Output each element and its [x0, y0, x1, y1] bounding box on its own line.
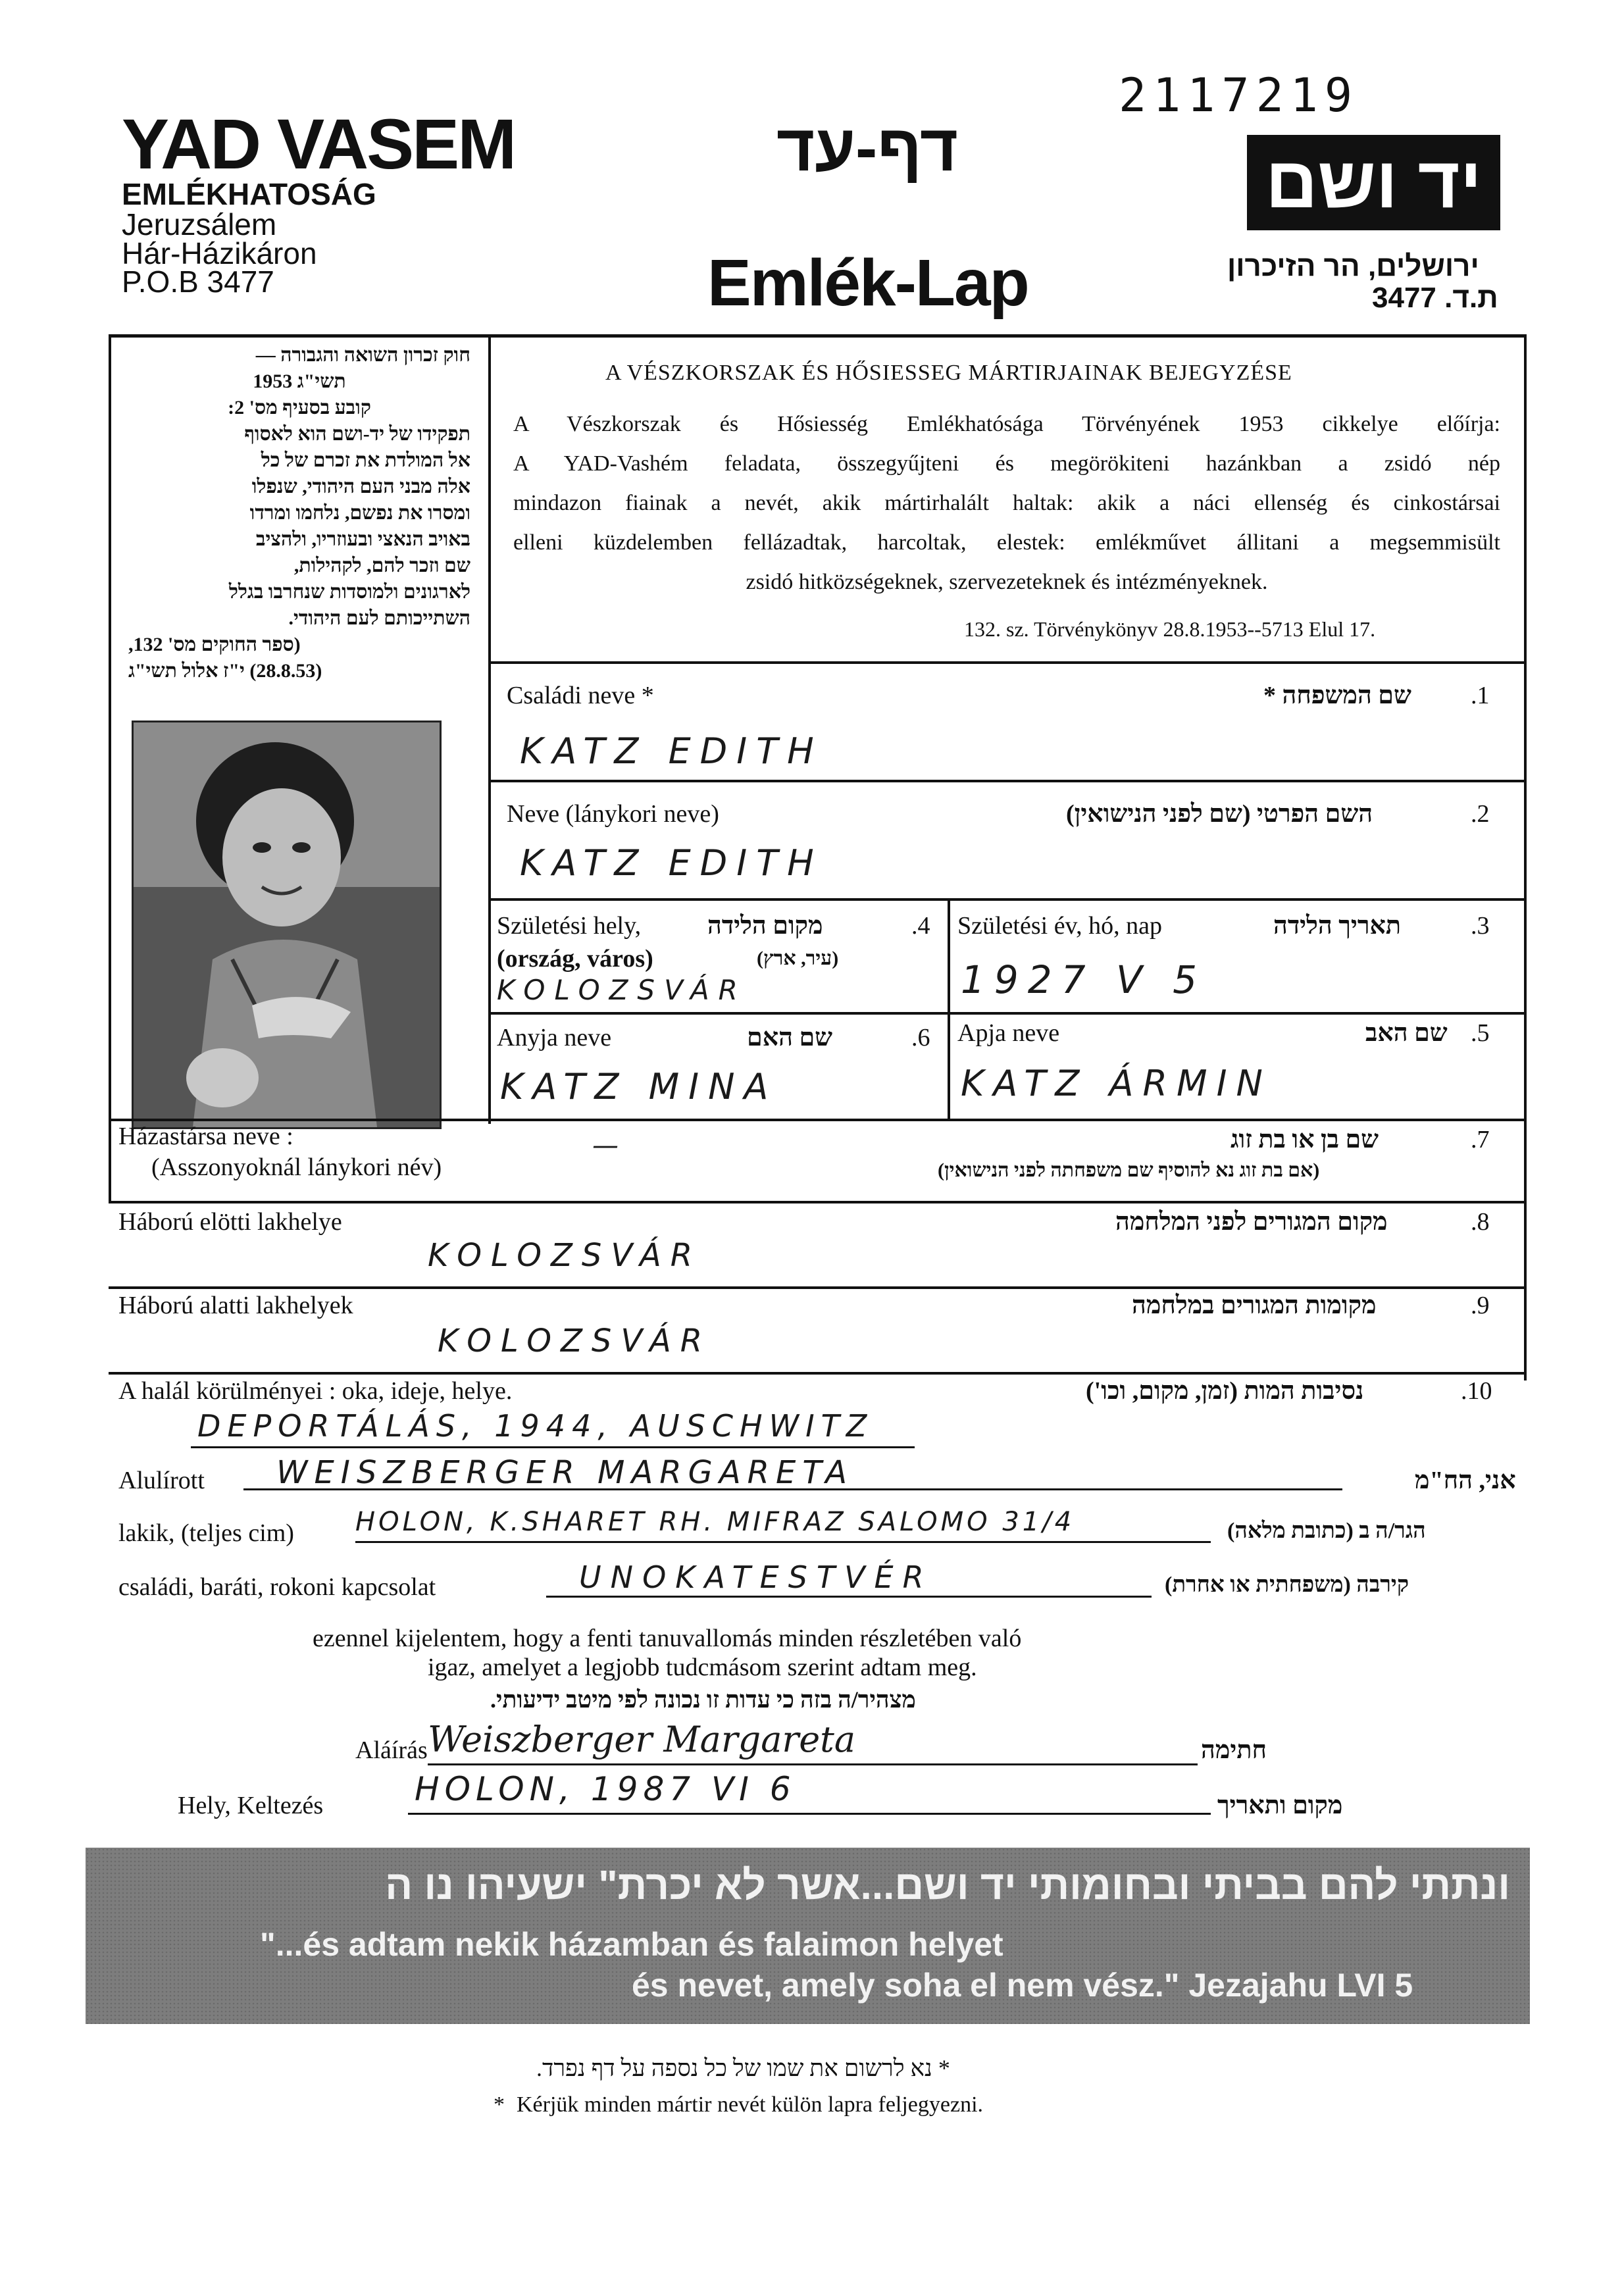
mother-heb: שם האם — [747, 1024, 833, 1051]
hebrew-city: ירושלים, הר הזיכרון — [1227, 250, 1479, 282]
org-name: YAD VASEM — [122, 104, 515, 184]
law-line: קובע בסעיף מס' 2: — [228, 397, 371, 418]
father-label: Apja neve — [957, 1019, 1060, 1047]
intro-heading: A VÉSZKORSZAK ÉS HŐSIESSEG MÁRTIRJAINAK BEJEGYZÉSE — [605, 361, 1292, 385]
frame-left — [109, 334, 111, 1202]
family-name-heb: שם המשפחה * — [1263, 682, 1411, 709]
law-line: לארגונים ולמוסדות שנחרבו בגלל — [228, 581, 470, 603]
signature-value[interactable]: Weiszberger Margareta — [428, 1719, 856, 1760]
org-pob: P.O.B 3477 — [122, 265, 274, 299]
birth-place-label2: (ország, város) — [497, 945, 653, 973]
banner-line-2: és nevet, amely soha el nem vész." Jezajahu LVI 5 — [632, 1967, 1413, 2004]
birth-place-heb: מקום הלידה — [707, 912, 823, 940]
mother-value[interactable]: KATZ MINA — [500, 1066, 778, 1107]
place-date-label: Hely, Keltezés — [178, 1792, 324, 1819]
prewar-res-num: .8 — [1471, 1208, 1490, 1236]
statement-line-2: igaz, amelyet a legjobb tudcmásom szerint adtam meg. — [428, 1654, 977, 1681]
law-line: באויב הנאצי ובעוזריו, ולהציב — [255, 528, 470, 550]
declarant-addr-heb: הגר/ה ב (כתובת מלאה) — [1227, 1519, 1426, 1543]
law-divider — [488, 334, 491, 1124]
prewar-res-value[interactable]: KOLOZSVÁR — [428, 1237, 702, 1274]
law-line: (28.8.53) י"ז אלול תשי"ג — [128, 660, 322, 682]
prewar-res-label: Háború elötti lakhelye — [118, 1208, 342, 1236]
spouse-label2: (Asszonyoknál lánykori név) — [151, 1153, 442, 1181]
sep-4 — [488, 1012, 1527, 1015]
intro-line: zsidó hitközségeknek, szervezeteknek és intézményeknek. — [746, 570, 1268, 594]
footer-hebrew-note: * נא לרשום את שמו של כל נספה על דף נפרד. — [536, 2055, 950, 2081]
law-line: שם וזכר להם, לקהילות, — [293, 555, 470, 576]
place-date-line — [408, 1813, 1211, 1815]
signature-heb: חתימה — [1201, 1736, 1267, 1764]
declarant-name-line — [243, 1488, 1342, 1490]
org-sub: EMLÉKHATOSÁG — [122, 177, 376, 211]
family-name-value[interactable]: KATZ EDITH — [520, 730, 823, 772]
declarant-name-label: Alulírott — [118, 1467, 205, 1494]
frame-right — [1524, 334, 1527, 1380]
death-num: .10 — [1461, 1377, 1492, 1405]
birth-place-value[interactable]: KOLOZSVÁR — [497, 974, 747, 1006]
family-name-num: .1 — [1471, 682, 1490, 709]
yad-vashem-logo — [1247, 135, 1500, 230]
law-box — [128, 342, 470, 684]
spouse-num: .7 — [1471, 1126, 1490, 1153]
place-date-value[interactable]: HOLON, 1987 VI 6 — [415, 1770, 796, 1808]
birth-date-value[interactable]: 1927 V 5 — [961, 957, 1207, 1002]
death-heb: נסיבות המות (זמן, מקום, וכו') — [1086, 1377, 1364, 1405]
prewar-res-heb: מקום המגורים לפני המלחמה — [1115, 1208, 1388, 1236]
intro-line: A YAD-Vashém feladata, összegyűjteni és megörökiteni hazánkban a zsidó nép — [513, 451, 1500, 476]
declarant-name-value[interactable]: WEISZBERGER MARGARETA — [276, 1454, 854, 1491]
law-line: השתייכותם לעם היהודי. — [288, 607, 470, 629]
document-title: Emlék-Lap — [707, 246, 1028, 320]
footer-note-text: Kérjük minden mártir nevét külön lapra feljegyezni. — [517, 2092, 984, 2117]
declarant-rel-heb: קירבה (משפחתית או אחרת) — [1165, 1573, 1409, 1597]
signature-line — [428, 1763, 1198, 1765]
sep-7 — [109, 1286, 1527, 1289]
banner-hebrew-verse: ונתתי להם בביתי ובחומותי יד ושם...אשר לא יכרת" ישעיהו נו ה — [385, 1863, 1510, 1908]
war-res-label: Háború alatti lakhelyek — [118, 1292, 353, 1319]
family-name-label: Családi neve * — [507, 682, 654, 709]
death-value[interactable]: DEPORTÁLÁS, 1944, AUSCHWITZ — [197, 1408, 874, 1444]
sep-2 — [488, 780, 1527, 782]
law-line: חוק זכרון השואה והגבורה — — [255, 344, 470, 366]
declarant-addr-line — [355, 1541, 1211, 1543]
signature-label: Aláírás — [355, 1736, 428, 1764]
place-date-heb: מקום ותאריך — [1217, 1792, 1343, 1819]
law-line: תפקידו של יד-ושם הוא לאסוף — [244, 423, 470, 445]
hebrew-title: דף-עד — [776, 111, 959, 185]
intro-citation: 132. sz. Törvénykönyv 28.8.1953--5713 Elul 17. — [964, 617, 1376, 641]
statement-line-1: ezennel kijelentem, hogy a fenti tanuvallomás minden részletében való — [313, 1625, 1022, 1652]
declarant-addr-value[interactable]: HOLON, K.SHARET RH. MIFRAZ SALOMO 31/4 — [355, 1507, 1075, 1537]
intro-line: elleni küzdelemben fellázadtak, harcoltak, elestek: emlékművet állitani a megsemmisült — [513, 530, 1500, 555]
first-name-num: .2 — [1471, 800, 1490, 828]
father-num: .5 — [1471, 1019, 1490, 1047]
org-address: Hár-Házikáron — [122, 236, 317, 270]
birth-place-heb2: (עיר, ארץ) — [757, 948, 839, 969]
declarant-addr-label: lakik, (teljes cim) — [118, 1519, 294, 1547]
first-name-value[interactable]: KATZ EDITH — [520, 842, 823, 884]
death-underline — [191, 1446, 915, 1448]
spouse-heb2: (אם בת זוג נא להוסיף שם משפחתה לפני הנישואין) — [938, 1159, 1320, 1181]
law-line: ומסרו את נפשם, נלחמו ומרדו — [249, 502, 470, 524]
sep-5 — [109, 1119, 1527, 1121]
declarant-rel-value[interactable]: UNOKATESTVÉR — [579, 1559, 933, 1595]
mid-divider — [948, 898, 950, 1119]
footer-note — [494, 2092, 983, 2117]
spouse-value[interactable]: — — [592, 1130, 628, 1161]
sep-6 — [109, 1201, 1527, 1203]
intro-line: A Vészkorszak és Hősiesség Emlékhatósága Törvényének 1953 cikkelye előírja: — [513, 412, 1500, 436]
war-res-value[interactable]: KOLOZSVÁR — [438, 1323, 712, 1359]
father-value[interactable]: KATZ ÁRMIN — [961, 1063, 1272, 1104]
asterisk-icon: * — [494, 2092, 505, 2117]
photo-portrait — [134, 722, 440, 1127]
spouse-label: Házastársa neve : — [118, 1123, 293, 1150]
mother-label: Anyja neve — [497, 1024, 612, 1051]
war-res-num: .9 — [1471, 1292, 1490, 1319]
birth-date-heb: תאריך הלידה — [1273, 912, 1402, 940]
first-name-heb: השם הפרטי (שם לפני הנישואין) — [1066, 800, 1373, 828]
sep-3 — [488, 898, 1527, 901]
statement-heb: מצהיר/ה בזה כי עדות זו נכונה לפי מיטב ידיעותי. — [490, 1686, 916, 1713]
law-line: אלה מבני העם היהודי, שנפלו — [251, 476, 470, 497]
birth-date-label: Születési év, hó, nap — [957, 912, 1162, 940]
frame-top — [109, 334, 1527, 338]
document-number: 2117219 — [1119, 68, 1359, 122]
mother-num: .6 — [911, 1024, 930, 1051]
logo-text: יד ושם — [1265, 142, 1482, 223]
birth-place-label: Születési hely, — [497, 912, 642, 940]
law-line: (ספר החוקים מס' 132, — [128, 634, 301, 655]
declarant-rel-label: családi, baráti, rokoni kapcsolat — [118, 1573, 436, 1601]
first-name-label: Neve (lánykori neve) — [507, 800, 719, 828]
birth-place-num: .4 — [911, 912, 930, 940]
war-res-heb: מקומות המגורים במלחמה — [1132, 1292, 1377, 1319]
sep-1 — [488, 661, 1527, 664]
hebrew-pob: ת.ד. 3477 — [1372, 282, 1498, 314]
intro-line: mindazon fiainak a nevét, akik mártirhalált haltak: akik a náci ellenség és cinkostársai — [513, 491, 1500, 515]
birth-date-num: .3 — [1471, 912, 1490, 940]
victim-photo — [132, 721, 442, 1129]
org-city: Jeruzsálem — [122, 207, 277, 241]
law-line: אל המולדת את זכרם של כל — [261, 449, 470, 471]
father-heb: שם האב — [1365, 1019, 1448, 1047]
spouse-heb: שם בן או בת זוג — [1231, 1126, 1379, 1153]
sep-8 — [109, 1372, 1527, 1375]
law-line: תשי"ג 1953 — [253, 370, 346, 392]
verse-banner — [86, 1848, 1530, 2024]
intro-body — [513, 405, 1500, 602]
declarant-name-heb: אני, הח"מ — [1415, 1467, 1516, 1494]
banner-line-1: "...és adtam nekik házamban és falaimon helyet — [260, 1926, 1003, 1963]
death-label: A halál körülményei : oka, ideje, helye. — [118, 1377, 513, 1405]
declarant-rel-line — [546, 1596, 1152, 1598]
